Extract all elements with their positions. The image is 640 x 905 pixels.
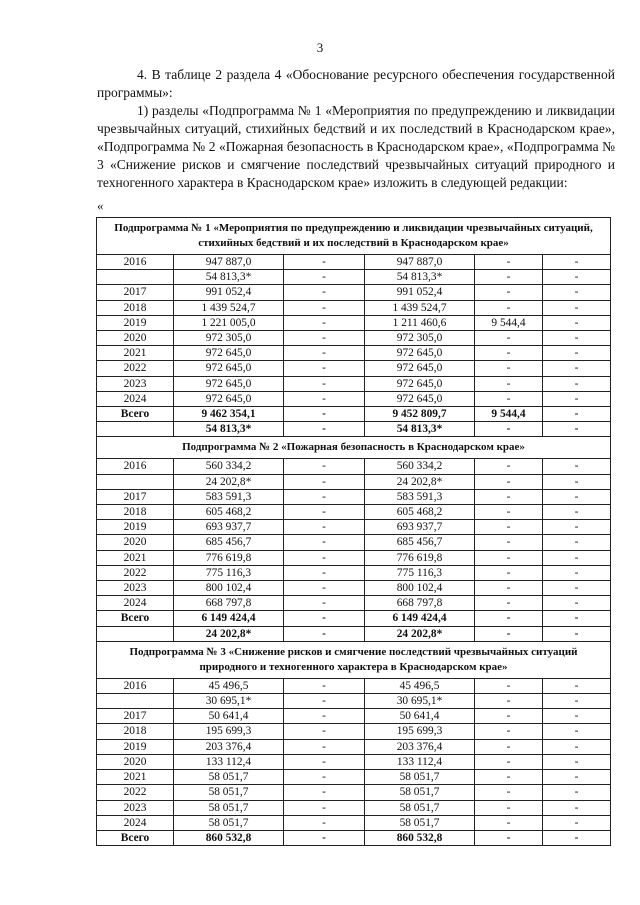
regional-cell: 972 645,0: [365, 391, 475, 406]
other-cell: -: [543, 535, 611, 550]
year-cell: 2018: [97, 724, 174, 739]
total-cell: 6 149 424,4: [174, 611, 284, 626]
total-cell: 24 202,8*: [174, 626, 284, 641]
federal-cell: -: [284, 489, 365, 504]
regional-cell: 203 376,4: [365, 739, 475, 754]
total-cell: 775 116,3: [174, 565, 284, 580]
other-cell: -: [543, 770, 611, 785]
local-cell: -: [475, 770, 543, 785]
total-cell: 58 051,7: [174, 800, 284, 815]
year-cell: 2020: [97, 754, 174, 769]
subprogram-title: Подпрограмма № 2 «Пожарная безопасность в Краснодарском крае»: [97, 437, 611, 459]
table-row: [97, 770, 611, 785]
total-cell: 133 112,4: [174, 754, 284, 769]
table-row: [97, 489, 611, 504]
regional-cell: 972 305,0: [365, 331, 475, 346]
year-cell: 2024: [97, 815, 174, 830]
other-cell: -: [543, 785, 611, 800]
federal-cell: -: [284, 270, 365, 285]
intro-text: [97, 66, 615, 192]
federal-cell: -: [284, 505, 365, 520]
local-cell: -: [475, 830, 543, 845]
local-cell: -: [475, 694, 543, 709]
year-cell: [97, 626, 174, 641]
regional-cell: 991 052,4: [365, 285, 475, 300]
federal-cell: -: [284, 800, 365, 815]
subprogram-header-row: [97, 218, 611, 255]
other-cell: -: [543, 581, 611, 596]
total-cell: 9 462 354,1: [174, 407, 284, 422]
federal-cell: -: [284, 315, 365, 330]
local-cell: -: [475, 581, 543, 596]
resource-table: [96, 217, 611, 846]
local-cell: 9 544,4: [475, 315, 543, 330]
table-row: [97, 270, 611, 285]
total-cell: 1 439 524,7: [174, 300, 284, 315]
other-cell: -: [543, 520, 611, 535]
table-row: [97, 565, 611, 580]
local-cell: -: [475, 285, 543, 300]
subprogram-header-row: [97, 437, 611, 459]
local-cell: -: [475, 520, 543, 535]
intro-paragraph-1: 4. В таблице 2 раздела 4 «Обоснование ресурсного обеспечения государственной программы»:: [97, 67, 615, 100]
table-row: [97, 331, 611, 346]
year-cell: Всего: [97, 611, 174, 626]
year-cell: 2019: [97, 739, 174, 754]
total-cell: 45 496,5: [174, 678, 284, 693]
total-cell: 58 051,7: [174, 770, 284, 785]
local-cell: -: [475, 565, 543, 580]
federal-cell: -: [284, 376, 365, 391]
year-cell: 2016: [97, 678, 174, 693]
total-cell: 30 695,1*: [174, 694, 284, 709]
table-row: [97, 361, 611, 376]
regional-cell: 58 051,7: [365, 770, 475, 785]
regional-cell: 605 468,2: [365, 505, 475, 520]
total-cell: 50 641,4: [174, 709, 284, 724]
total-cell: 195 699,3: [174, 724, 284, 739]
regional-cell: 195 699,3: [365, 724, 475, 739]
total-cell: 668 797,8: [174, 596, 284, 611]
table-row: [97, 739, 611, 754]
other-cell: -: [543, 391, 611, 406]
federal-cell: -: [284, 407, 365, 422]
other-cell: -: [543, 550, 611, 565]
federal-cell: -: [284, 678, 365, 693]
table-row: [97, 800, 611, 815]
resource-table-body: [97, 218, 611, 846]
regional-cell: 58 051,7: [365, 785, 475, 800]
table-row: [97, 581, 611, 596]
year-cell: 2019: [97, 315, 174, 330]
local-cell: -: [475, 331, 543, 346]
table-row: [97, 315, 611, 330]
regional-cell: 775 116,3: [365, 565, 475, 580]
other-cell: -: [543, 300, 611, 315]
regional-cell: 583 591,3: [365, 489, 475, 504]
federal-cell: -: [284, 422, 365, 437]
regional-cell: 1 439 524,7: [365, 300, 475, 315]
total-cell: 1 221 005,0: [174, 315, 284, 330]
regional-cell: 685 456,7: [365, 535, 475, 550]
regional-cell: 860 532,8: [365, 830, 475, 845]
federal-cell: -: [284, 285, 365, 300]
regional-cell: 776 619,8: [365, 550, 475, 565]
federal-cell: -: [284, 474, 365, 489]
year-cell: [97, 474, 174, 489]
table-row: [97, 830, 611, 845]
federal-cell: -: [284, 361, 365, 376]
other-cell: -: [543, 474, 611, 489]
regional-cell: 30 695,1*: [365, 694, 475, 709]
regional-cell: 6 149 424,4: [365, 611, 475, 626]
year-cell: [97, 694, 174, 709]
local-cell: -: [475, 739, 543, 754]
year-cell: 2023: [97, 800, 174, 815]
federal-cell: -: [284, 459, 365, 474]
other-cell: -: [543, 754, 611, 769]
total-cell: 776 619,8: [174, 550, 284, 565]
other-cell: -: [543, 361, 611, 376]
opening-quote: «: [97, 198, 104, 213]
year-cell: 2021: [97, 550, 174, 565]
local-cell: -: [475, 611, 543, 626]
other-cell: -: [543, 678, 611, 693]
year-cell: 2022: [97, 785, 174, 800]
other-cell: -: [543, 694, 611, 709]
table-row: [97, 596, 611, 611]
year-cell: 2022: [97, 361, 174, 376]
regional-cell: 972 645,0: [365, 376, 475, 391]
federal-cell: -: [284, 596, 365, 611]
regional-cell: 972 645,0: [365, 361, 475, 376]
federal-cell: -: [284, 331, 365, 346]
year-cell: 2018: [97, 505, 174, 520]
federal-cell: -: [284, 770, 365, 785]
other-cell: -: [543, 596, 611, 611]
other-cell: -: [543, 331, 611, 346]
regional-cell: 668 797,8: [365, 596, 475, 611]
intro-paragraph-2: 1) разделы «Подпрограмма № 1 «Мероприятия по предупреждению и ликвидации чрезвычайных ситуаций, стихийных бедствий и их последствий в Краснодарском крае», «Подпрограмма № 2 «Пожарная безопасность в Краснодарском крае», «Подпрограмма № 3 «Снижение рисков и смягчение последствий чрезвычайных ситуаций природного и техногенного характера в Краснодарском крае» изложить в следующей редакции:: [97, 103, 615, 190]
total-cell: 583 591,3: [174, 489, 284, 504]
total-cell: 800 102,4: [174, 581, 284, 596]
year-cell: 2023: [97, 376, 174, 391]
other-cell: -: [543, 407, 611, 422]
regional-cell: 133 112,4: [365, 754, 475, 769]
year-cell: 2024: [97, 596, 174, 611]
table-row: [97, 785, 611, 800]
table-row: [97, 391, 611, 406]
regional-cell: 972 645,0: [365, 346, 475, 361]
year-cell: 2020: [97, 331, 174, 346]
local-cell: -: [475, 391, 543, 406]
table-row: [97, 678, 611, 693]
local-cell: -: [475, 678, 543, 693]
year-cell: [97, 270, 174, 285]
federal-cell: -: [284, 346, 365, 361]
total-cell: 58 051,7: [174, 785, 284, 800]
regional-cell: 54 813,3*: [365, 270, 475, 285]
regional-cell: 45 496,5: [365, 678, 475, 693]
year-cell: 2021: [97, 346, 174, 361]
table-row: [97, 285, 611, 300]
subprogram-header-row: [97, 641, 611, 678]
table-row: [97, 754, 611, 769]
total-cell: 54 813,3*: [174, 270, 284, 285]
year-cell: 2017: [97, 285, 174, 300]
federal-cell: -: [284, 550, 365, 565]
other-cell: -: [543, 315, 611, 330]
local-cell: -: [475, 346, 543, 361]
other-cell: -: [543, 739, 611, 754]
federal-cell: -: [284, 391, 365, 406]
year-cell: 2023: [97, 581, 174, 596]
other-cell: -: [543, 285, 611, 300]
other-cell: -: [543, 709, 611, 724]
table-row: [97, 300, 611, 315]
local-cell: -: [475, 626, 543, 641]
local-cell: -: [475, 800, 543, 815]
local-cell: -: [475, 255, 543, 270]
other-cell: -: [543, 611, 611, 626]
total-cell: 972 645,0: [174, 361, 284, 376]
local-cell: -: [475, 459, 543, 474]
year-cell: 2021: [97, 770, 174, 785]
federal-cell: -: [284, 300, 365, 315]
federal-cell: -: [284, 694, 365, 709]
total-cell: 947 887,0: [174, 255, 284, 270]
year-cell: Всего: [97, 830, 174, 845]
total-cell: 560 334,2: [174, 459, 284, 474]
table-row: [97, 376, 611, 391]
local-cell: -: [475, 815, 543, 830]
other-cell: -: [543, 270, 611, 285]
total-cell: 203 376,4: [174, 739, 284, 754]
local-cell: -: [475, 474, 543, 489]
regional-cell: 58 051,7: [365, 800, 475, 815]
table-row: [97, 346, 611, 361]
local-cell: -: [475, 785, 543, 800]
federal-cell: -: [284, 520, 365, 535]
year-cell: 2016: [97, 459, 174, 474]
other-cell: -: [543, 830, 611, 845]
regional-cell: 560 334,2: [365, 459, 475, 474]
year-cell: 2019: [97, 520, 174, 535]
other-cell: -: [543, 489, 611, 504]
federal-cell: -: [284, 535, 365, 550]
local-cell: -: [475, 754, 543, 769]
other-cell: -: [543, 459, 611, 474]
table-row: [97, 611, 611, 626]
federal-cell: -: [284, 581, 365, 596]
total-cell: 860 532,8: [174, 830, 284, 845]
local-cell: -: [475, 361, 543, 376]
regional-cell: 24 202,8*: [365, 626, 475, 641]
federal-cell: -: [284, 754, 365, 769]
subprogram-title: Подпрограмма № 3 «Снижение рисков и смягчение последствий чрезвычайных ситуаций природного и техногенного характера в Краснодарском крае»: [97, 641, 611, 678]
total-cell: 58 051,7: [174, 815, 284, 830]
table-row: [97, 520, 611, 535]
federal-cell: -: [284, 785, 365, 800]
table-row: [97, 724, 611, 739]
regional-cell: 24 202,8*: [365, 474, 475, 489]
other-cell: -: [543, 800, 611, 815]
other-cell: -: [543, 376, 611, 391]
table-row: [97, 694, 611, 709]
local-cell: -: [475, 300, 543, 315]
table-row: [97, 255, 611, 270]
table-row: [97, 459, 611, 474]
federal-cell: -: [284, 739, 365, 754]
table-row: [97, 407, 611, 422]
other-cell: -: [543, 255, 611, 270]
year-cell: 2024: [97, 391, 174, 406]
year-cell: 2016: [97, 255, 174, 270]
federal-cell: -: [284, 255, 365, 270]
local-cell: -: [475, 489, 543, 504]
regional-cell: 9 452 809,7: [365, 407, 475, 422]
regional-cell: 947 887,0: [365, 255, 475, 270]
table-row: [97, 709, 611, 724]
year-cell: 2020: [97, 535, 174, 550]
local-cell: -: [475, 724, 543, 739]
total-cell: 54 813,3*: [174, 422, 284, 437]
total-cell: 685 456,7: [174, 535, 284, 550]
total-cell: 972 305,0: [174, 331, 284, 346]
regional-cell: 800 102,4: [365, 581, 475, 596]
local-cell: -: [475, 505, 543, 520]
total-cell: 605 468,2: [174, 505, 284, 520]
federal-cell: -: [284, 611, 365, 626]
year-cell: 2017: [97, 709, 174, 724]
federal-cell: -: [284, 724, 365, 739]
other-cell: -: [543, 422, 611, 437]
table-row: [97, 505, 611, 520]
federal-cell: -: [284, 626, 365, 641]
federal-cell: -: [284, 565, 365, 580]
regional-cell: 1 211 460,6: [365, 315, 475, 330]
table-row: [97, 474, 611, 489]
federal-cell: -: [284, 815, 365, 830]
table-row: [97, 550, 611, 565]
year-cell: 2018: [97, 300, 174, 315]
other-cell: -: [543, 565, 611, 580]
table-row: [97, 422, 611, 437]
other-cell: -: [543, 505, 611, 520]
local-cell: -: [475, 709, 543, 724]
federal-cell: -: [284, 830, 365, 845]
regional-cell: 54 813,3*: [365, 422, 475, 437]
total-cell: 972 645,0: [174, 391, 284, 406]
page-number: 3: [316, 40, 324, 55]
year-cell: 2017: [97, 489, 174, 504]
regional-cell: 50 641,4: [365, 709, 475, 724]
regional-cell: 58 051,7: [365, 815, 475, 830]
table-row: [97, 535, 611, 550]
table-row: [97, 626, 611, 641]
table-row: [97, 815, 611, 830]
subprogram-title: Подпрограмма № 1 «Мероприятия по предупреждению и ликвидации чрезвычайных ситуаций, стихийных бедствий и их последствий в Краснодарском крае»: [97, 218, 611, 255]
other-cell: -: [543, 626, 611, 641]
regional-cell: 693 937,7: [365, 520, 475, 535]
local-cell: -: [475, 535, 543, 550]
local-cell: 9 544,4: [475, 407, 543, 422]
total-cell: 972 645,0: [174, 346, 284, 361]
other-cell: -: [543, 346, 611, 361]
local-cell: -: [475, 422, 543, 437]
year-cell: Всего: [97, 407, 174, 422]
local-cell: -: [475, 376, 543, 391]
total-cell: 24 202,8*: [174, 474, 284, 489]
total-cell: 693 937,7: [174, 520, 284, 535]
total-cell: 991 052,4: [174, 285, 284, 300]
local-cell: -: [475, 270, 543, 285]
other-cell: -: [543, 724, 611, 739]
year-cell: 2022: [97, 565, 174, 580]
local-cell: -: [475, 596, 543, 611]
federal-cell: -: [284, 709, 365, 724]
total-cell: 972 645,0: [174, 376, 284, 391]
other-cell: -: [543, 815, 611, 830]
year-cell: [97, 422, 174, 437]
local-cell: -: [475, 550, 543, 565]
